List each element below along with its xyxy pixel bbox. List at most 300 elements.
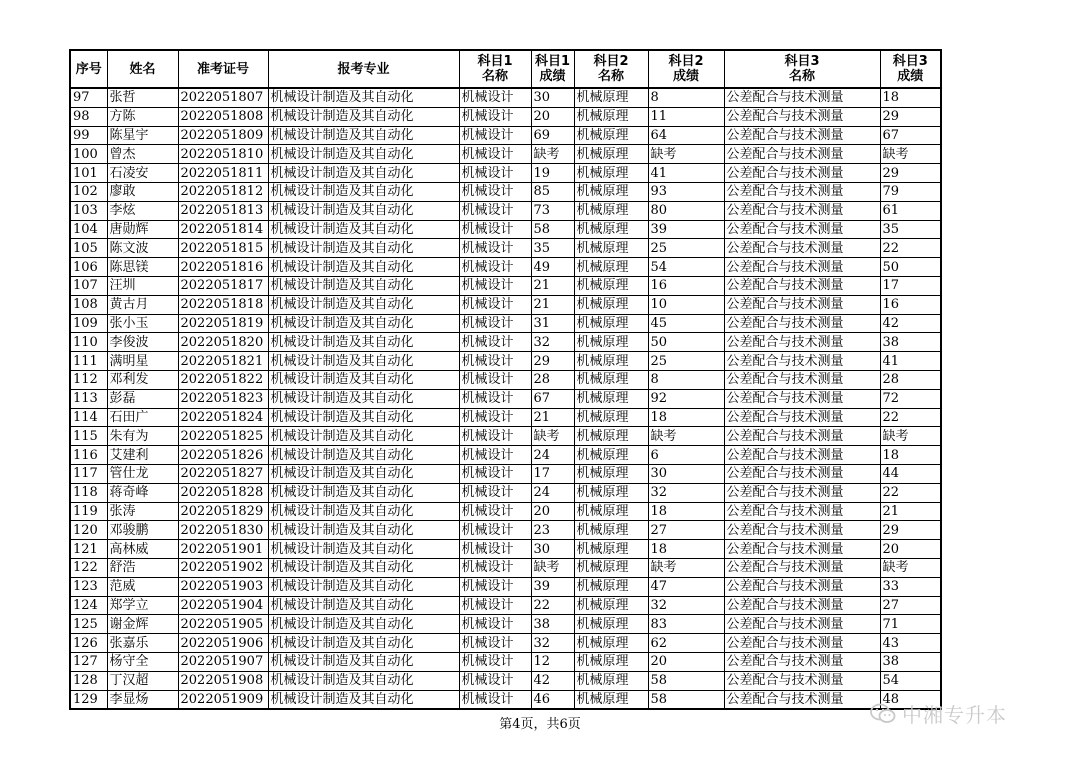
name-cell: 艾建利 <box>107 446 178 465</box>
seq-cell: 124 <box>70 596 107 615</box>
header-name: 姓名 <box>107 50 178 88</box>
name-cell: 张小玉 <box>107 314 178 333</box>
subject2-score-cell: 25 <box>648 239 724 258</box>
subject2-score-cell: 32 <box>648 483 724 502</box>
major-cell: 机械设计制造及其自动化 <box>268 314 459 333</box>
name-cell: 高林威 <box>107 540 178 559</box>
major-cell: 机械设计制造及其自动化 <box>268 258 459 277</box>
header-major: 报考专业 <box>268 50 459 88</box>
header-seq: 序号 <box>70 50 107 88</box>
subject3-name-cell: 公差配合与技术测量 <box>724 690 880 709</box>
major-cell: 机械设计制造及其自动化 <box>268 126 459 145</box>
name-cell: 张哲 <box>107 88 178 107</box>
seq-cell: 105 <box>70 239 107 258</box>
page-footer: 第4页，共6页 <box>499 717 581 732</box>
seq-cell: 107 <box>70 276 107 295</box>
table-row <box>70 427 941 446</box>
major-cell: 机械设计制造及其自动化 <box>268 502 459 521</box>
subject2-score-cell: 缺考 <box>648 427 724 446</box>
subject2-score-cell: 20 <box>648 652 724 671</box>
subject1-score-cell: 69 <box>531 126 574 145</box>
table-row <box>70 182 941 201</box>
subject1-name-cell: 机械设计 <box>459 314 531 333</box>
major-cell: 机械设计制造及其自动化 <box>268 145 459 164</box>
subject3-score-cell: 21 <box>880 502 941 521</box>
name-cell: 丁汉超 <box>107 671 178 690</box>
subject3-score-cell: 33 <box>880 577 941 596</box>
header-subject1-score: 科目1 成绩 <box>531 50 574 88</box>
subject3-score-cell: 28 <box>880 370 941 389</box>
subject2-name-cell: 机械原理 <box>574 182 648 201</box>
table-row <box>70 314 941 333</box>
subject2-score-cell: 54 <box>648 258 724 277</box>
subject1-score-cell: 23 <box>531 521 574 540</box>
subject2-score-cell: 32 <box>648 596 724 615</box>
ticket-cell: 2022051811 <box>178 164 268 183</box>
header-row <box>70 50 941 88</box>
subject3-name-cell: 公差配合与技术测量 <box>724 126 880 145</box>
name-cell: 朱有为 <box>107 427 178 446</box>
ticket-cell: 2022051817 <box>178 276 268 295</box>
major-cell: 机械设计制造及其自动化 <box>268 464 459 483</box>
ticket-cell: 2022051824 <box>178 408 268 427</box>
subject3-score-cell: 20 <box>880 540 941 559</box>
subject2-name-cell: 机械原理 <box>574 502 648 521</box>
table-row <box>70 164 941 183</box>
subject3-name-cell: 公差配合与技术测量 <box>724 483 880 502</box>
table-body <box>70 88 941 709</box>
subject1-score-cell: 49 <box>531 258 574 277</box>
table-row <box>70 276 941 295</box>
subject3-score-cell: 17 <box>880 276 941 295</box>
subject1-name-cell: 机械设计 <box>459 558 531 577</box>
name-cell: 汪圳 <box>107 276 178 295</box>
subject3-score-cell: 41 <box>880 352 941 371</box>
seq-cell: 103 <box>70 201 107 220</box>
table-row <box>70 671 941 690</box>
major-cell: 机械设计制造及其自动化 <box>268 352 459 371</box>
wechat-icon <box>870 703 896 725</box>
subject2-name-cell: 机械原理 <box>574 652 648 671</box>
subject2-score-cell: 45 <box>648 314 724 333</box>
subject3-score-cell: 54 <box>880 671 941 690</box>
major-cell: 机械设计制造及其自动化 <box>268 558 459 577</box>
major-cell: 机械设计制造及其自动化 <box>268 182 459 201</box>
subject3-score-cell: 18 <box>880 88 941 107</box>
table-row <box>70 615 941 634</box>
ticket-cell: 2022051809 <box>178 126 268 145</box>
subject2-score-cell: 10 <box>648 295 724 314</box>
subject3-name-cell: 公差配合与技术测量 <box>724 370 880 389</box>
seq-cell: 101 <box>70 164 107 183</box>
subject3-score-cell: 缺考 <box>880 427 941 446</box>
subject1-score-cell: 24 <box>531 483 574 502</box>
header-subject2-score: 科目2 成绩 <box>648 50 724 88</box>
subject3-score-cell: 44 <box>880 464 941 483</box>
subject3-name-cell: 公差配合与技术测量 <box>724 276 880 295</box>
subject2-name-cell: 机械原理 <box>574 483 648 502</box>
subject3-score-cell: 18 <box>880 446 941 465</box>
subject1-name-cell: 机械设计 <box>459 182 531 201</box>
subject1-name-cell: 机械设计 <box>459 107 531 126</box>
subject3-score-cell: 29 <box>880 107 941 126</box>
seq-cell: 126 <box>70 634 107 653</box>
subject3-name-cell: 公差配合与技术测量 <box>724 239 880 258</box>
subject2-name-cell: 机械原理 <box>574 107 648 126</box>
subject3-name-cell: 公差配合与技术测量 <box>724 464 880 483</box>
subject1-score-cell: 32 <box>531 634 574 653</box>
subject2-name-cell: 机械原理 <box>574 615 648 634</box>
subject2-name-cell: 机械原理 <box>574 258 648 277</box>
subject1-score-cell: 17 <box>531 464 574 483</box>
name-cell: 范威 <box>107 577 178 596</box>
seq-cell: 108 <box>70 295 107 314</box>
ticket-cell: 2022051903 <box>178 577 268 596</box>
subject3-score-cell: 79 <box>880 182 941 201</box>
subject1-score-cell: 20 <box>531 502 574 521</box>
subject1-score-cell: 21 <box>531 408 574 427</box>
name-cell: 管仕龙 <box>107 464 178 483</box>
subject1-name-cell: 机械设计 <box>459 521 531 540</box>
subject2-score-cell: 27 <box>648 521 724 540</box>
subject1-name-cell: 机械设计 <box>459 615 531 634</box>
seq-cell: 97 <box>70 88 107 107</box>
subject2-score-cell: 50 <box>648 333 724 352</box>
subject2-name-cell: 机械原理 <box>574 389 648 408</box>
name-cell: 蒋奇峰 <box>107 483 178 502</box>
subject2-score-cell: 11 <box>648 107 724 126</box>
subject1-name-cell: 机械设计 <box>459 333 531 352</box>
subject2-score-cell: 62 <box>648 634 724 653</box>
subject2-score-cell: 25 <box>648 352 724 371</box>
subject3-name-cell: 公差配合与技术测量 <box>724 333 880 352</box>
subject1-name-cell: 机械设计 <box>459 634 531 653</box>
subject3-name-cell: 公差配合与技术测量 <box>724 502 880 521</box>
subject2-score-cell: 8 <box>648 370 724 389</box>
ticket-cell: 2022051902 <box>178 558 268 577</box>
subject2-name-cell: 机械原理 <box>574 558 648 577</box>
subject3-name-cell: 公差配合与技术测量 <box>724 577 880 596</box>
name-cell: 石凌安 <box>107 164 178 183</box>
subject1-name-cell: 机械设计 <box>459 239 531 258</box>
subject2-name-cell: 机械原理 <box>574 295 648 314</box>
ticket-cell: 2022051813 <box>178 201 268 220</box>
ticket-cell: 2022051808 <box>178 107 268 126</box>
subject2-score-cell: 58 <box>648 690 724 709</box>
subject3-score-cell: 22 <box>880 483 941 502</box>
major-cell: 机械设计制造及其自动化 <box>268 690 459 709</box>
subject2-name-cell: 机械原理 <box>574 164 648 183</box>
subject2-score-cell: 47 <box>648 577 724 596</box>
subject1-name-cell: 机械设计 <box>459 276 531 295</box>
major-cell: 机械设计制造及其自动化 <box>268 483 459 502</box>
table-row <box>70 521 941 540</box>
subject1-score-cell: 24 <box>531 446 574 465</box>
table-row <box>70 370 941 389</box>
subject3-score-cell: 22 <box>880 239 941 258</box>
subject2-name-cell: 机械原理 <box>574 333 648 352</box>
table-row <box>70 107 941 126</box>
subject2-score-cell: 80 <box>648 201 724 220</box>
subject3-score-cell: 72 <box>880 389 941 408</box>
name-cell: 彭磊 <box>107 389 178 408</box>
subject3-score-cell: 27 <box>880 596 941 615</box>
subject1-name-cell: 机械设计 <box>459 352 531 371</box>
subject1-name-cell: 机械设计 <box>459 370 531 389</box>
ticket-cell: 2022051908 <box>178 671 268 690</box>
ticket-cell: 2022051907 <box>178 652 268 671</box>
seq-cell: 123 <box>70 577 107 596</box>
subject2-name-cell: 机械原理 <box>574 446 648 465</box>
subject3-score-cell: 48 <box>880 690 941 709</box>
subject3-name-cell: 公差配合与技术测量 <box>724 596 880 615</box>
name-cell: 方陈 <box>107 107 178 126</box>
seq-cell: 98 <box>70 107 107 126</box>
ticket-cell: 2022051830 <box>178 521 268 540</box>
major-cell: 机械设计制造及其自动化 <box>268 88 459 107</box>
major-cell: 机械设计制造及其自动化 <box>268 276 459 295</box>
subject1-score-cell: 85 <box>531 182 574 201</box>
subject2-score-cell: 18 <box>648 502 724 521</box>
seq-cell: 128 <box>70 671 107 690</box>
ticket-cell: 2022051826 <box>178 446 268 465</box>
subject1-score-cell: 缺考 <box>531 558 574 577</box>
subject1-name-cell: 机械设计 <box>459 295 531 314</box>
subject3-score-cell: 42 <box>880 314 941 333</box>
subject3-name-cell: 公差配合与技术测量 <box>724 634 880 653</box>
subject1-name-cell: 机械设计 <box>459 464 531 483</box>
ticket-cell: 2022051816 <box>178 258 268 277</box>
subject3-score-cell: 22 <box>880 408 941 427</box>
table-row <box>70 88 941 107</box>
seq-cell: 114 <box>70 408 107 427</box>
table-row <box>70 652 941 671</box>
name-cell: 郑学立 <box>107 596 178 615</box>
table-row <box>70 126 941 145</box>
subject2-score-cell: 41 <box>648 164 724 183</box>
subject2-name-cell: 机械原理 <box>574 671 648 690</box>
major-cell: 机械设计制造及其自动化 <box>268 220 459 239</box>
seq-cell: 111 <box>70 352 107 371</box>
subject3-name-cell: 公差配合与技术测量 <box>724 408 880 427</box>
subject1-score-cell: 缺考 <box>531 427 574 446</box>
subject2-name-cell: 机械原理 <box>574 596 648 615</box>
subject2-name-cell: 机械原理 <box>574 577 648 596</box>
major-cell: 机械设计制造及其自动化 <box>268 370 459 389</box>
subject1-score-cell: 39 <box>531 577 574 596</box>
name-cell: 张涛 <box>107 502 178 521</box>
subject1-name-cell: 机械设计 <box>459 164 531 183</box>
major-cell: 机械设计制造及其自动化 <box>268 671 459 690</box>
subject2-name-cell: 机械原理 <box>574 88 648 107</box>
table-row <box>70 634 941 653</box>
subject1-name-cell: 机械设计 <box>459 220 531 239</box>
subject1-name-cell: 机械设计 <box>459 446 531 465</box>
major-cell: 机械设计制造及其自动化 <box>268 615 459 634</box>
table-row <box>70 239 941 258</box>
name-cell: 廖敢 <box>107 182 178 201</box>
subject2-score-cell: 18 <box>648 540 724 559</box>
table-row <box>70 690 941 709</box>
header-subject3-name: 科目3 名称 <box>724 50 880 88</box>
table-row <box>70 201 941 220</box>
subject1-name-cell: 机械设计 <box>459 671 531 690</box>
subject2-score-cell: 83 <box>648 615 724 634</box>
subject1-score-cell: 31 <box>531 314 574 333</box>
subject2-name-cell: 机械原理 <box>574 408 648 427</box>
name-cell: 舒浩 <box>107 558 178 577</box>
ticket-cell: 2022051807 <box>178 88 268 107</box>
subject3-score-cell: 71 <box>880 615 941 634</box>
major-cell: 机械设计制造及其自动化 <box>268 577 459 596</box>
subject2-name-cell: 机械原理 <box>574 220 648 239</box>
ticket-cell: 2022051904 <box>178 596 268 615</box>
subject3-name-cell: 公差配合与技术测量 <box>724 220 880 239</box>
major-cell: 机械设计制造及其自动化 <box>268 540 459 559</box>
subject3-name-cell: 公差配合与技术测量 <box>724 88 880 107</box>
ticket-cell: 2022051823 <box>178 389 268 408</box>
subject3-score-cell: 50 <box>880 258 941 277</box>
subject1-name-cell: 机械设计 <box>459 408 531 427</box>
subject3-name-cell: 公差配合与技术测量 <box>724 615 880 634</box>
ticket-cell: 2022051901 <box>178 540 268 559</box>
seq-cell: 121 <box>70 540 107 559</box>
subject1-score-cell: 29 <box>531 352 574 371</box>
seq-cell: 115 <box>70 427 107 446</box>
subject3-name-cell: 公差配合与技术测量 <box>724 521 880 540</box>
table-row <box>70 558 941 577</box>
header-ticket: 准考证号 <box>178 50 268 88</box>
subject3-name-cell: 公差配合与技术测量 <box>724 652 880 671</box>
subject3-score-cell: 29 <box>880 521 941 540</box>
major-cell: 机械设计制造及其自动化 <box>268 164 459 183</box>
ticket-cell: 2022051818 <box>178 295 268 314</box>
subject1-name-cell: 机械设计 <box>459 145 531 164</box>
subject1-score-cell: 46 <box>531 690 574 709</box>
subject2-score-cell: 64 <box>648 126 724 145</box>
major-cell: 机械设计制造及其自动化 <box>268 239 459 258</box>
seq-cell: 118 <box>70 483 107 502</box>
subject3-score-cell: 43 <box>880 634 941 653</box>
subject2-name-cell: 机械原理 <box>574 521 648 540</box>
seq-cell: 99 <box>70 126 107 145</box>
subject3-score-cell: 16 <box>880 295 941 314</box>
major-cell: 机械设计制造及其自动化 <box>268 446 459 465</box>
subject1-name-cell: 机械设计 <box>459 577 531 596</box>
seq-cell: 119 <box>70 502 107 521</box>
subject2-score-cell: 8 <box>648 88 724 107</box>
ticket-cell: 2022051906 <box>178 634 268 653</box>
ticket-cell: 2022051814 <box>178 220 268 239</box>
table-row <box>70 352 941 371</box>
seq-cell: 116 <box>70 446 107 465</box>
subject1-score-cell: 35 <box>531 239 574 258</box>
subject1-name-cell: 机械设计 <box>459 258 531 277</box>
subject3-name-cell: 公差配合与技术测量 <box>724 258 880 277</box>
subject2-score-cell: 16 <box>648 276 724 295</box>
major-cell: 机械设计制造及其自动化 <box>268 408 459 427</box>
major-cell: 机械设计制造及其自动化 <box>268 107 459 126</box>
seq-cell: 110 <box>70 333 107 352</box>
ticket-cell: 2022051819 <box>178 314 268 333</box>
name-cell: 陈文波 <box>107 239 178 258</box>
seq-cell: 104 <box>70 220 107 239</box>
subject3-name-cell: 公差配合与技术测量 <box>724 352 880 371</box>
table-row <box>70 483 941 502</box>
ticket-cell: 2022051815 <box>178 239 268 258</box>
ticket-cell: 2022051820 <box>178 333 268 352</box>
subject1-score-cell: 38 <box>531 615 574 634</box>
subject1-name-cell: 机械设计 <box>459 596 531 615</box>
ticket-cell: 2022051827 <box>178 464 268 483</box>
major-cell: 机械设计制造及其自动化 <box>268 333 459 352</box>
subject2-name-cell: 机械原理 <box>574 126 648 145</box>
seq-cell: 106 <box>70 258 107 277</box>
subject2-score-cell: 58 <box>648 671 724 690</box>
subject3-score-cell: 67 <box>880 126 941 145</box>
major-cell: 机械设计制造及其自动化 <box>268 389 459 408</box>
ticket-cell: 2022051829 <box>178 502 268 521</box>
subject1-name-cell: 机械设计 <box>459 690 531 709</box>
subject1-name-cell: 机械设计 <box>459 126 531 145</box>
ticket-cell: 2022051821 <box>178 352 268 371</box>
seq-cell: 125 <box>70 615 107 634</box>
subject1-score-cell: 12 <box>531 652 574 671</box>
subject1-name-cell: 机械设计 <box>459 483 531 502</box>
subject2-score-cell: 缺考 <box>648 558 724 577</box>
subject3-name-cell: 公差配合与技术测量 <box>724 107 880 126</box>
subject3-name-cell: 公差配合与技术测量 <box>724 201 880 220</box>
subject1-name-cell: 机械设计 <box>459 389 531 408</box>
table-row <box>70 145 941 164</box>
subject1-score-cell: 30 <box>531 540 574 559</box>
subject3-name-cell: 公差配合与技术测量 <box>724 295 880 314</box>
subject3-score-cell: 缺考 <box>880 558 941 577</box>
name-cell: 邓利发 <box>107 370 178 389</box>
name-cell: 杨守全 <box>107 652 178 671</box>
seq-cell: 117 <box>70 464 107 483</box>
major-cell: 机械设计制造及其自动化 <box>268 634 459 653</box>
seq-cell: 100 <box>70 145 107 164</box>
subject3-name-cell: 公差配合与技术测量 <box>724 671 880 690</box>
subject1-name-cell: 机械设计 <box>459 652 531 671</box>
table-row <box>70 258 941 277</box>
table-row <box>70 333 941 352</box>
ticket-cell: 2022051812 <box>178 182 268 201</box>
seq-cell: 113 <box>70 389 107 408</box>
subject3-name-cell: 公差配合与技术测量 <box>724 558 880 577</box>
seq-cell: 102 <box>70 182 107 201</box>
subject3-name-cell: 公差配合与技术测量 <box>724 314 880 333</box>
name-cell: 陈星宇 <box>107 126 178 145</box>
subject2-score-cell: 缺考 <box>648 145 724 164</box>
subject2-name-cell: 机械原理 <box>574 464 648 483</box>
name-cell: 黄古月 <box>107 295 178 314</box>
subject3-name-cell: 公差配合与技术测量 <box>724 145 880 164</box>
name-cell: 陈思镁 <box>107 258 178 277</box>
subject2-score-cell: 30 <box>648 464 724 483</box>
subject2-name-cell: 机械原理 <box>574 314 648 333</box>
ticket-cell: 2022051905 <box>178 615 268 634</box>
major-cell: 机械设计制造及其自动化 <box>268 596 459 615</box>
name-cell: 张嘉乐 <box>107 634 178 653</box>
subject1-score-cell: 22 <box>531 596 574 615</box>
score-table <box>69 49 942 710</box>
subject3-name-cell: 公差配合与技术测量 <box>724 446 880 465</box>
major-cell: 机械设计制造及其自动化 <box>268 295 459 314</box>
major-cell: 机械设计制造及其自动化 <box>268 521 459 540</box>
subject2-score-cell: 39 <box>648 220 724 239</box>
